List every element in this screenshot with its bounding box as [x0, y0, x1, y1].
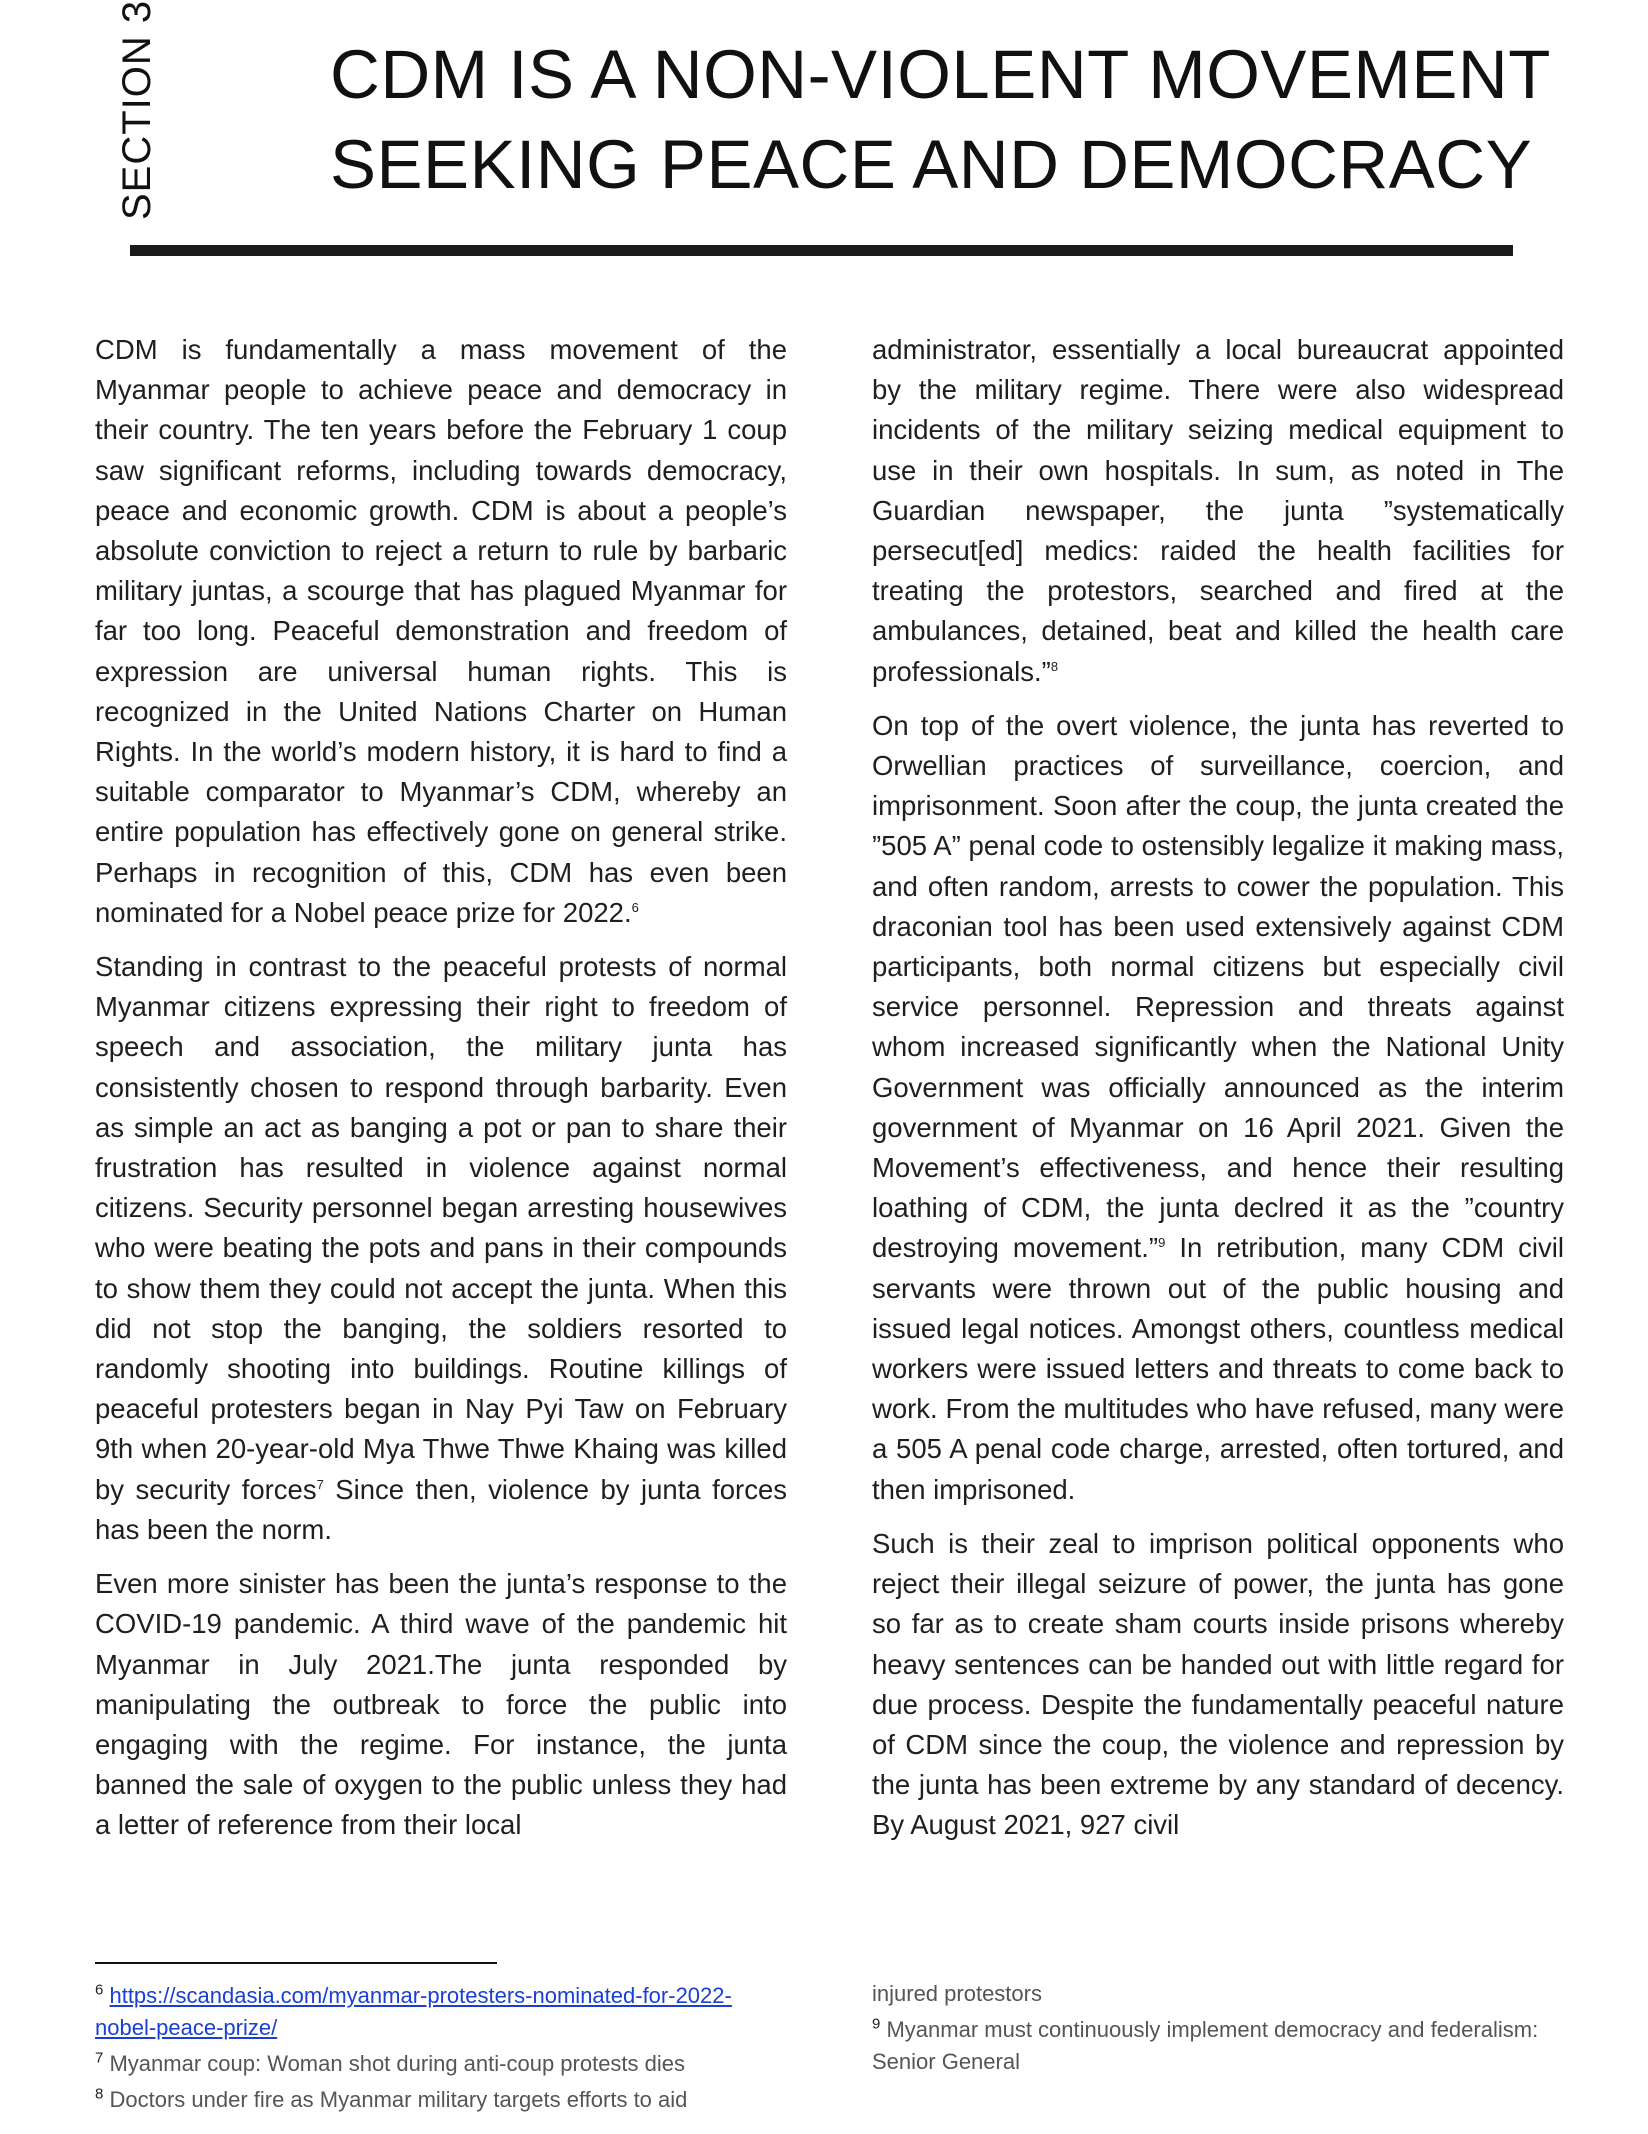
page-title: [330, 30, 1580, 210]
footnote-text: Myanmar must continuously implement democracy and federalism: Senior General: [872, 2017, 1539, 2074]
title-line-2: SEEKING PEACE AND DEMOCRACY: [330, 126, 1533, 203]
paragraph: Such is their zeal to imprison political opponents who reject their illegal seizure of power, the junta has gone so far as to create sham courts inside prisons whereby heavy sentences can be handed out with little regard for due process. Despite the fundamentally peaceful nature of CDM since the coup, the violence and repression by the junta has been extreme by any standard of decency. By August 2021, 927 civil: [872, 1527, 1564, 1841]
footnote: [872, 2014, 1564, 2078]
right-column: [872, 330, 1564, 1860]
paragraph: [872, 330, 1564, 692]
footnote-number: 8: [95, 2085, 104, 2103]
footnotes-right: [872, 1978, 1564, 2082]
footnote-link[interactable]: https://scandasia.com/myanmar-protesters-nominated-for-2022-nobel-peace-prize/: [95, 1983, 732, 2040]
paragraph-text: On top of the overt violence, the junta has reverted to Orwellian practices of surveillance, coercion, and imprisonment. Soon after the coup, the junta created the ”505 A” penal code to ostensibly legalize it making mass, and often random, arrests to cower the population. This draconian tool has been used extensively against CDM participants, both normal citizens but especially civil service personnel. Repression and threats against whom increased significantly when the National Unity Government was officially announced as the interim government of Myanmar on 16 April 2021. Given the Movement’s effectiveness, and hence their resulting loathing of CDM, the junta declred it as the ”country destroying movement.”: [872, 709, 1564, 1264]
paragraph: Even more sinister has been the junta’s response to the COVID-19 pandemic. A third wave of the pandemic hit Myanmar in July 2021.The junta responded by manipulating the outbreak to force the public into engaging with the regime. For instance, the junta banned the sale of oxygen to the public unless they had a letter of reference from their local: [95, 1568, 787, 1841]
footnote-ref[interactable]: 9: [1158, 1235, 1166, 1251]
footnotes-left: [95, 1980, 787, 2120]
paragraph-text: In retribution, many CDM civil servants were thrown out of the public housing and issued legal notices. Amongst others, countless medical workers were issued letters and threats to come back to work. From the multitudes who have refused, many were a 505 A penal code charge, arrested, often tortured, and then imprisoned.: [872, 1232, 1565, 1505]
paragraph-text: Since then, violence by junta forces has been the norm.: [95, 1473, 787, 1545]
footnote-ref[interactable]: 8: [1050, 658, 1059, 674]
footnote-ref[interactable]: 6: [631, 899, 639, 915]
footnote: [95, 2084, 787, 2116]
footnote-text: Myanmar coup: Woman shot during anti-coup protests dies: [109, 2051, 686, 2076]
footnote-ref[interactable]: 7: [316, 1476, 324, 1492]
footnote-text: Doctors under fire as Myanmar military targets efforts to aid: [109, 2087, 688, 2112]
footnote-number: 6: [95, 1981, 104, 1999]
footnote-number: 7: [95, 2049, 104, 2067]
footnote-continuation: injured protestors: [872, 1981, 1042, 2006]
left-column: [95, 330, 787, 1860]
paragraph-text: administrator, essentially a local bureaucrat appointed by the military regime. There were also widespread incidents of the military seizing medical equipment to use in their own hospitals. In sum, as noted in The Guardian newspaper, the junta ”systematically persecut[ed] medics: raided the health facilities for treating the protestors, searched and fired at the ambulances, detained, beat and killed the health care professionals.”: [872, 334, 1564, 687]
footnote-number: 9: [872, 2015, 881, 2033]
title-divider: [130, 245, 1513, 256]
footnote-divider: [95, 1962, 497, 1964]
footnote: [95, 2048, 787, 2080]
paragraph: [95, 330, 787, 933]
paragraph: [95, 947, 787, 1550]
paragraph-text: CDM is fundamentally a mass movement of the Myanmar people to achieve peace and democracy in their country. The ten years before the February 1 coup saw significant reforms, including towards democracy, peace and economic growth. CDM is about a people’s absolute conviction to reject a return to rule by barbaric military juntas, a scourge that has plagued Myanmar for far too long. Peaceful demonstration and freedom of expression are universal human rights. This is recognized in the United Nations Charter on Human Rights. In the world’s modern history, it is hard to find a suitable comparator to Myanmar’s CDM, whereby an entire population has effectively gone on general strike. Perhaps in recognition of this, CDM has even been nominated for a Nobel peace prize for 2022.: [95, 334, 787, 928]
paragraph-text: Standing in contrast to the peaceful protests of normal Myanmar citizens expressing their right to freedom of speech and association, the military junta has consistently chosen to respond through barbarity. Even as simple an act as banging a pot or pan to share their frustration has resulted in violence against normal citizens. Security personnel began arresting housewives who were beating the pots and pans in their compounds to show them they could not accept the junta. When this did not stop the banging, the soldiers resorted to randomly shooting into buildings. Routine killings of peaceful protesters began in Nay Pyi Taw on February 9th when 20-year-old Mya Thwe Thwe Khaing was killed by security forces: [95, 951, 787, 1505]
footnote: [95, 1980, 787, 2044]
paragraph: [872, 706, 1564, 1510]
section-label: SECTION 3: [115, 0, 159, 220]
title-line-1: CDM IS A NON-VIOLENT MOVEMENT: [330, 36, 1551, 113]
